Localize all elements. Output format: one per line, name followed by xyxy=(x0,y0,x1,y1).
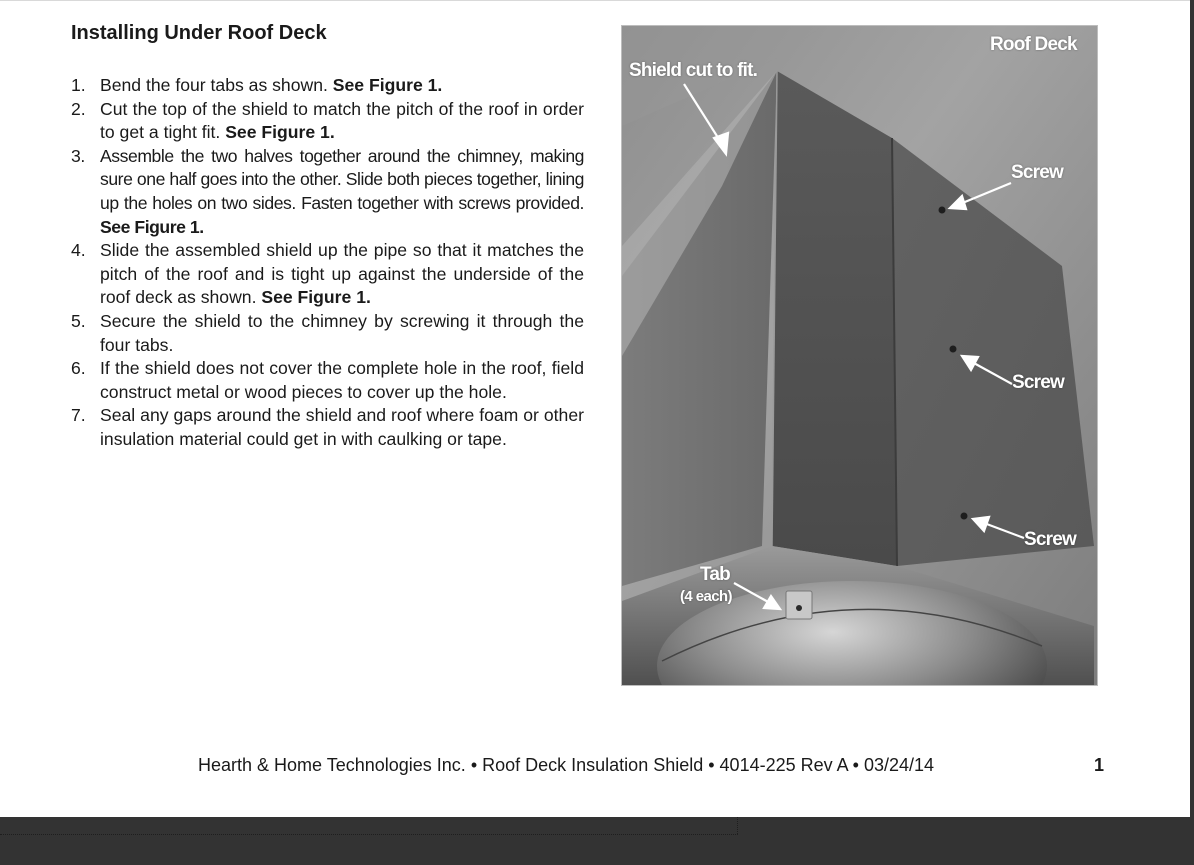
step-number: 2. xyxy=(71,98,86,119)
screw-label-2: Screw xyxy=(1012,372,1064,393)
step-number: 6. xyxy=(71,358,86,379)
step-number: 5. xyxy=(71,310,86,331)
step-item xyxy=(71,404,584,451)
page-top-border xyxy=(0,0,1194,1)
shield-cut-label: Shield cut to fit. xyxy=(629,60,758,81)
step-number: 4. xyxy=(71,240,86,261)
step-text: Secure the shield to the chimney by screwing it through the four tabs. xyxy=(100,310,584,355)
step-number: 3. xyxy=(71,145,85,166)
step-text: Assemble the two halves together around the chimney, making sure one half goes into the other. Slide both pieces together, lining up the holes on two sides. Fasten together with screws provided. xyxy=(100,145,584,213)
step-text: Slide the assembled shield up the pipe so that it matches the pitch of the roof and is tight up against the underside of the roof deck as shown. xyxy=(100,240,584,308)
viewer-right-edge xyxy=(1190,0,1194,817)
step-text: Seal any gaps around the shield and roof where foam or other insulation material could get in with caulking or tape. xyxy=(100,405,584,449)
figure-reference: See Figure 1. xyxy=(332,75,443,95)
page-boundary-corner xyxy=(737,817,738,834)
page-boundary-line xyxy=(0,834,738,835)
step-item xyxy=(71,357,584,404)
step-text: If the shield does not cover the complete hole in the roof, field construct metal or wood pieces to cover up the hole. xyxy=(100,358,584,402)
page-number: 1 xyxy=(1094,755,1105,775)
step-item xyxy=(71,239,584,310)
figure-1-photo xyxy=(621,25,1098,686)
figure-reference: See Figure 1. xyxy=(225,122,335,143)
step-item xyxy=(71,74,584,98)
tab-label: Tab xyxy=(700,564,730,585)
instruction-steps xyxy=(71,74,584,452)
step-number: 7. xyxy=(71,405,86,426)
screw-label-1: Screw xyxy=(1011,162,1063,183)
step-number: 1. xyxy=(71,75,86,95)
viewer-bottom-bar xyxy=(0,817,1194,865)
roof-deck-label: Roof Deck xyxy=(990,34,1077,55)
chimney-shield-illustration xyxy=(622,26,1097,685)
figure-reference: See Figure 1. xyxy=(261,287,371,308)
section-heading: Installing Under Roof Deck xyxy=(71,22,327,44)
step-item xyxy=(71,98,584,145)
page-footer: Hearth & Home Technologies Inc. • Roof Deck Insulation Shield • 4014-225 Rev A • 03/24/14 xyxy=(198,755,935,775)
step-item xyxy=(71,310,584,357)
screw-label-3: Screw xyxy=(1024,529,1076,550)
tab-count-label: (4 each) xyxy=(680,588,732,605)
step-item xyxy=(71,145,584,239)
figure-reference: See Figure 1. xyxy=(100,216,204,237)
step-text: Bend the four tabs as shown. xyxy=(100,75,333,95)
step-text: Cut the top of the shield to match the pitch of the roof in order to get a tight fit. xyxy=(100,98,584,143)
